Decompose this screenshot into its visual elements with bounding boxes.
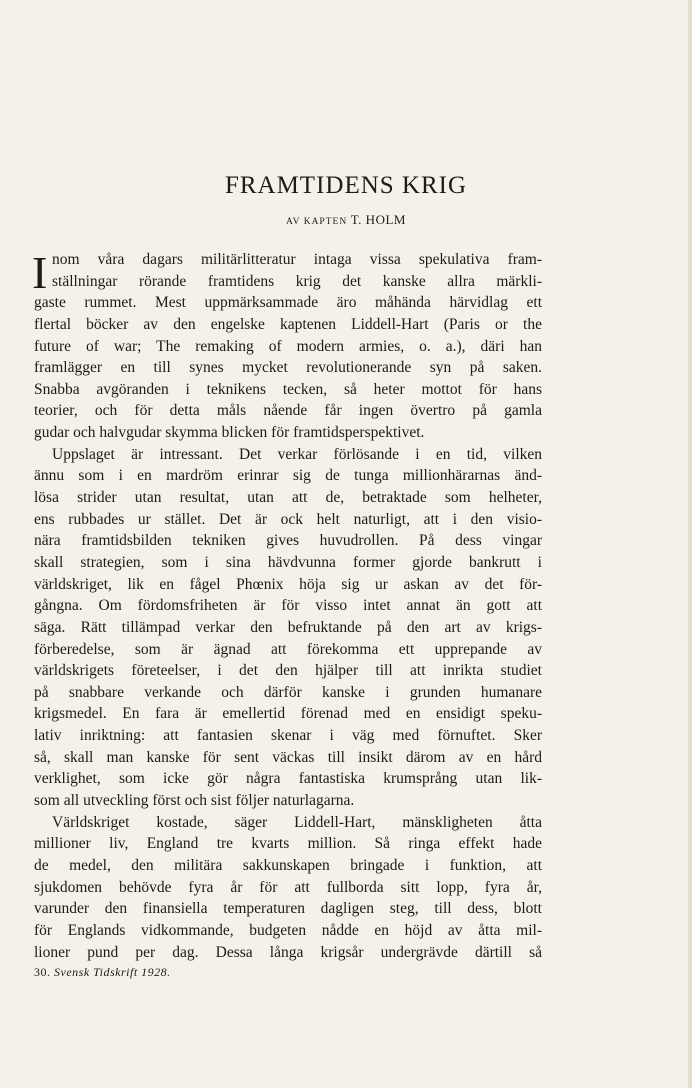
text-line: nom våra dagars militärlitteratur intaga vissa spekulativa fram-: [52, 251, 542, 268]
text-line: Snabba avgöranden i teknikens tecken, så heter mottot för hans: [34, 380, 542, 398]
text-line: framlägger en till synes mycket revolutionerande syn på saken.: [34, 359, 542, 377]
text-line: teorier, och för detta måls nående får ingen övertro på gamla: [34, 402, 542, 420]
text-line: krigsmedel. En fara är emellertid förenad med en ensidigt speku-: [34, 705, 542, 723]
text-line: Världskriget kostade, säger Liddell-Hart, mänskligheten åtta: [52, 813, 542, 831]
text-line: lioner pund per dag. Dessa långa krigsår undergrävde därtill så: [34, 943, 542, 961]
text-line: gudar och halvgudar skymma blicken för framtidsperspektivet.: [34, 424, 425, 442]
text-line: Uppslaget är intressant. Det verkar förlösande i en tid, vilken: [52, 445, 542, 463]
text-line: flertal böcker av den engelske kaptenen Liddell-Hart (Paris or the: [34, 315, 542, 333]
text-line: säga. Rätt tillämpad verkar den befruktande på den art av krigs-: [34, 618, 542, 636]
text-line: varunder den finansiella temperaturen dagligen steg, till dess, blott: [34, 900, 542, 918]
text-line: världskriget, lik en fågel Phœnix höja sig ur askan av det för-: [34, 575, 542, 593]
article-body: [34, 249, 542, 963]
byline-prefix: AV KAPTEN: [286, 217, 348, 227]
text-line: ställningar rörande framtidens krig det kanske allra märkli-: [52, 272, 542, 290]
text-line: ännu som i en mardröm erinrar sig de tunga millionhärarnas änd-: [34, 467, 542, 485]
text-line: gångna. Om fördomsfriheten är för visso intet annat än gott att: [34, 597, 542, 615]
text-line: millioner liv, England tre kvarts million. Så ringa effekt hade: [34, 835, 542, 853]
text-line: future of war; The remaking of modern armies, o. a.), däri han: [34, 337, 542, 355]
text-line: så, skall man kanske för sent väckas till insikt därom av en hård: [34, 748, 542, 766]
text-line: för Englands vidkommande, budgeten nådde en höjd av åtta mil-: [34, 921, 542, 939]
text-line: ens rubbades ur stället. Det är ock helt naturligt, att i den visio-: [34, 510, 542, 528]
text-line: skall strategien, som i sina hävdvunna former gjorde bankrutt i: [34, 553, 542, 571]
text-line: lativ inriktning: att fantasien skenar i väg med förnuftet. Sker: [34, 727, 542, 745]
drop-cap: I: [32, 247, 48, 298]
text-line: de medel, den militära sakkunskapen bringade i funktion, att: [34, 856, 542, 874]
journal-reference: Svensk Tidskrift 1928.: [54, 965, 171, 979]
text-line: nära framtidsbilden tekniken gives huvudrollen. På dess vingar: [34, 532, 542, 550]
text-line: förberedelse, som är ägnad att förekomma ett upprepande av: [34, 640, 542, 658]
page-number: 30.: [34, 965, 51, 979]
page-footer: [34, 965, 171, 980]
text-line: världskrigets företeelser, i det den hjälper till att inrikta studiet: [34, 662, 542, 680]
article-title: FRAMTIDENS KRIG: [224, 172, 468, 199]
byline: [0, 212, 692, 228]
page-edge: [688, 0, 692, 1088]
text-line: på snabbare verkande och därför kanske i grunden humanare: [34, 683, 542, 701]
text-line: verklighet, som icke gör några fantastiska krumsprång utan lik-: [34, 770, 542, 788]
text-line: gaste rummet. Mest uppmärksammade äro måhända härvidlag ett: [34, 294, 542, 312]
byline-author: T. HOLM: [350, 212, 406, 227]
text-line: lösa strider utan resultat, utan att de, betraktade som helheter,: [34, 489, 542, 507]
text-line: sjukdomen behövde fyra år för att fullborda sitt lopp, fyra år,: [34, 878, 542, 896]
text-line: som all utveckling först och sist följer naturlagarna.: [34, 792, 355, 810]
